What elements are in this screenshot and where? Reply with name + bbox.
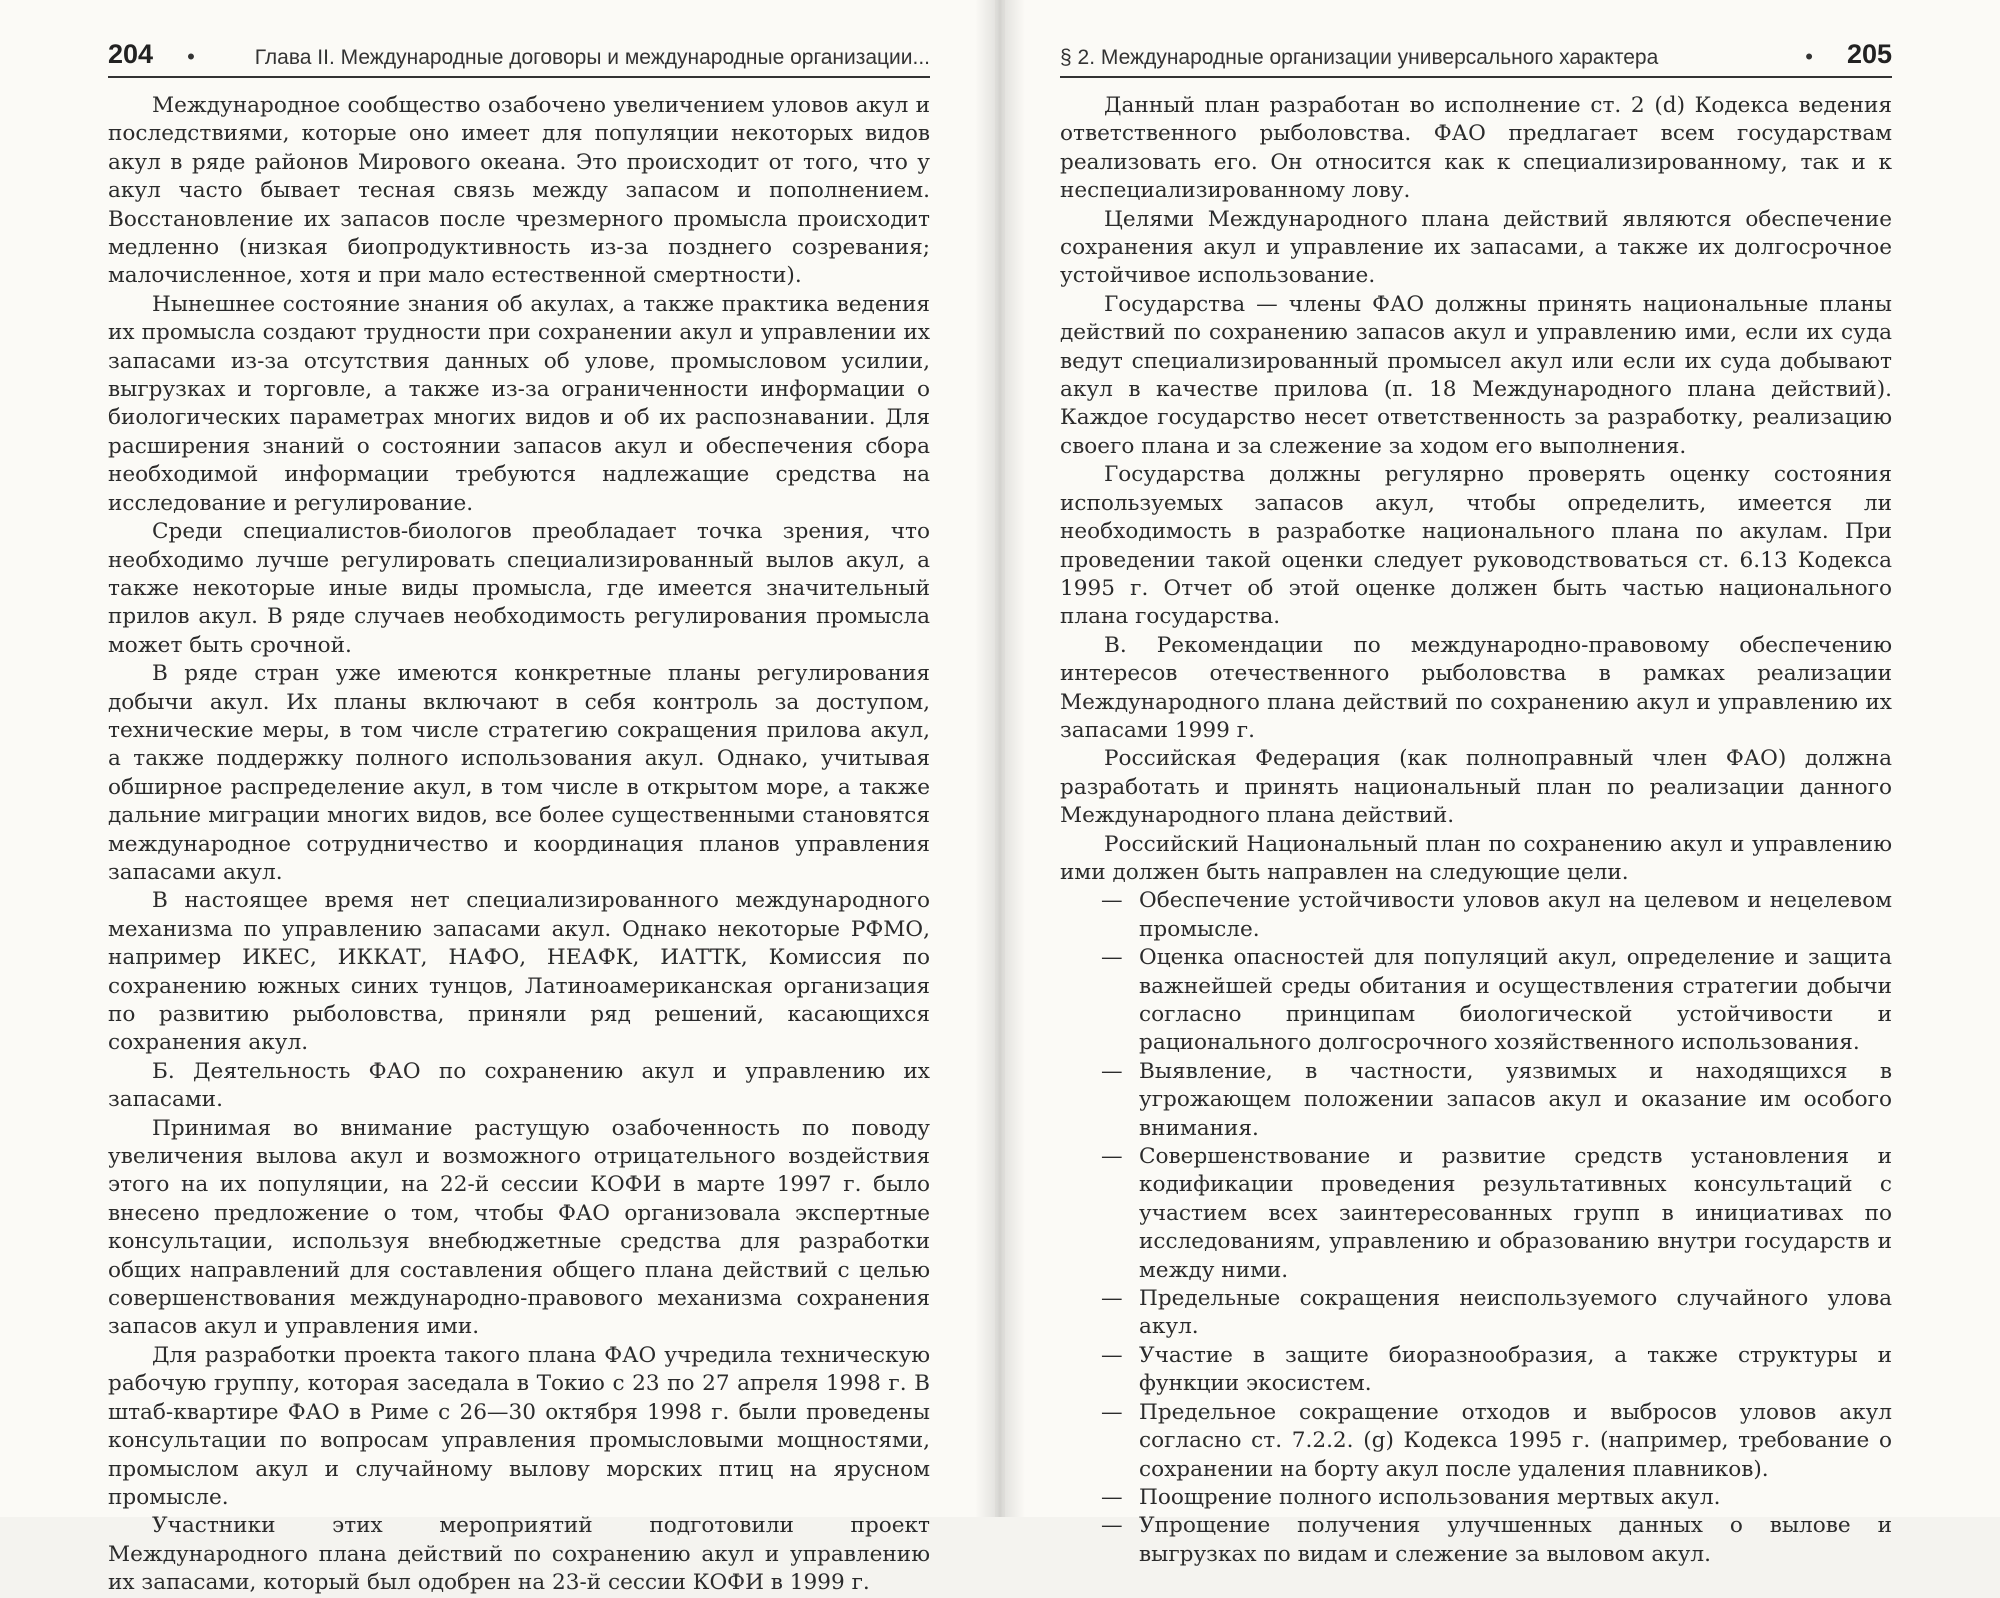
dash-marker: —: [1101, 1286, 1123, 1312]
paragraph: Данный план разработан во исполнение ст. 2 (d) Кодекса ведения ответственного рыболовства. ФАО предлагает всем государствам реализовать его. Он относится как к специализированному, так и к неспециализированному лову.: [1060, 93, 1892, 204]
paragraph: Для разработки проекта такого плана ФАО учредила техническую рабочую группу, которая заседала в Токио с 23 по 27 апреля 1998 г. В штаб-квартире ФАО в Риме с 26—30 октября 1998 г. были проведены консультации по вопросам управления промысловыми мощностями, промыслом акул и случайному вылову морских птиц на ярусном промысле.: [108, 1342, 930, 1510]
left-page-body: [108, 92, 930, 1598]
left-page: [0, 0, 995, 1596]
section-heading: Б. Деятельность ФАО по сохранению акул и управлению их запасами.: [108, 1058, 930, 1113]
left-page-header: [108, 38, 930, 78]
list-item-text: Совершенствование и развитие средств установления и кодификации проведения результативных консультаций с участием всех заинтересованных групп в инициативах по исследованиям, управлению и образованию внутри государств и между ними.: [1139, 1144, 1892, 1283]
paragraph: Среди специалистов-биологов преобладает точка зрения, что необходимо лучше регулировать специализированный вылов акул, а также некоторые иные виды промысла, где имеется значительный прилов акул. В ряде случаев необходимость регулирования промысла может быть срочной.: [108, 519, 930, 658]
dash-marker: —: [1101, 1513, 1123, 1539]
paragraph: Международное сообщество озабочено увеличением уловов акул и последствиями, которые оно имеет для популяции некоторых видов акул в ряде районов Мирового океана. Это происходит от того, что у акул часто бывает тесная связь между запасом и пополнением. Восстановление их запасов после чрезмерного промысла происходит медленно (низкая биопродуктивность из-за позднего созревания; малочисленное, хотя и при мало естественной смертности).: [108, 93, 930, 289]
list-item: [1060, 1285, 1892, 1342]
paragraph: Участники этих мероприятий подготовили проект Международного плана действий по сохранению акул и управлению их запасами, который был одобрен на 23-й сессии КОФИ в 1999 г.: [108, 1513, 930, 1596]
list-item-text: Выявление, в частности, уязвимых и находящихся в угрожающем положении запасов акул и оказание им особого внимания.: [1139, 1058, 1892, 1141]
header-bullet: •: [187, 44, 195, 69]
list-item-text: Обеспечение устойчивости уловов акул на целевом и нецелевом промысле.: [1139, 888, 1892, 942]
list-item: [1060, 1058, 1892, 1143]
paragraph: Государства должны регулярно проверять оценку состояния используемых запасов акул, чтобы определить, имеется ли необходимость в разработке национального плана по акулам. При проведении такой оценки следует руководствоваться ст. 6.13 Кодекса 1995 г. Отчет об этой оценке должен быть частью национального плана государства.: [1060, 462, 1892, 630]
list-item: [1060, 1512, 1892, 1569]
right-page-header: [1060, 38, 1892, 78]
list-item: [1060, 944, 1892, 1058]
page-number: 205: [1846, 39, 1892, 69]
list-item: [1060, 1143, 1892, 1285]
book-gutter-shadow: [975, 0, 1025, 1517]
list-item: [1060, 1484, 1892, 1512]
running-head: § 2. Международные организации универсального характера: [1060, 46, 1659, 69]
running-head: Глава II. Международные договоры и международные организации...: [254, 46, 930, 69]
paragraph: Нынешнее состояние знания об акулах, а также практика ведения их промысла создают трудности при сохранении акул и управлении их запасами из-за отсутствия данных об улове, промысловом усилии, выгрузках и торговле, а также из-за ограниченности информации о биологических параметрах многих видов и об их распознавании. Для расширения знаний о состоянии запасов акул и обеспечения сбора необходимой информации требуются надлежащие средства на исследование и регулирование.: [108, 291, 930, 516]
list-item-text: Предельные сокращения неиспользуемого случайного улова акул.: [1139, 1286, 1892, 1340]
paragraph: В ряде стран уже имеются конкретные планы регулирования добычи акул. Их планы включают в себя контроль за доступом, технические меры, в том числе стратегию сокращения прилова акул, а также поддержку полного использования акул. Однако, учитывая обширное распределение акул, в том числе в открытом море, а также дальние миграции многих видов, все более существенными становятся международное сотрудничество и координация планов управления запасами акул.: [108, 661, 930, 885]
list-item-text: Участие в защите биоразнообразия, а также структуры и функции экосистем.: [1139, 1342, 1892, 1397]
paragraph: Государства — члены ФАО должны принять национальные планы действий по сохранению запасов акул и управлению ими, если их суда ведут специализированный промысел акул или если их суда добывают акул в качестве прилова (п. 18 Международного плана действий). Каждое государство несет ответственность за разработку, реализацию своего плана и за слежение за ходом его выполнения.: [1060, 291, 1892, 459]
header-bullet: •: [1805, 44, 1813, 69]
dash-marker: —: [1101, 1399, 1123, 1425]
paragraph: Российская Федерация (как полноправный член ФАО) должна разработать и принять национальный план по реализации данного Международного плана действий.: [1060, 746, 1892, 829]
list-item-text: Поощрение полного использования мертвых акул.: [1139, 1484, 1721, 1510]
dash-marker: —: [1101, 1342, 1123, 1368]
page-number: 204: [108, 39, 154, 69]
list-item: [1060, 1342, 1892, 1399]
list-item: [1060, 887, 1892, 944]
goals-list: [1060, 887, 1892, 1569]
right-page: [1005, 0, 2000, 1567]
paragraph: В настоящее время нет специализированного международного механизма по управлению запасами акул. Однако некоторые РФМО, например ИКЕС, ИККАТ, НАФО, НЕАФК, ИАТТК, Комиссия по сохранению южных синих тунцов, Латиноамериканская организация по развитию рыболовства, приняли ряд решений, касающихся сохранения акул.: [108, 888, 930, 1056]
right-page-body: [1060, 92, 1892, 1569]
dash-marker: —: [1101, 1484, 1123, 1510]
dash-marker: —: [1101, 1144, 1123, 1170]
list-item-text: Упрощение получения улучшенных данных о вылове и выгрузках по видам и слежение за выловом акул.: [1139, 1513, 1892, 1567]
list-item-text: Оценка опасностей для популяций акул, определение и защита важнейшей среды обитания и осуществления стратегии добычи согласно принципам биологической устойчивости и рационального долгосрочного хозяйственного использования.: [1139, 945, 1892, 1056]
paragraph: Принимая во внимание растущую озабоченность по поводу увеличения вылова акул и возможного отрицательного воздействия этого на их популяции, на 22-й сессии КОФИ в марте 1997 г. было внесено предложение о том, чтобы ФАО организовала экспертные консультации, используя внебюджетные средства для разработки общих направлений для составления общего плана действий с целью совершенствования международно-правового механизма сохранения запасов акул и управления ими.: [108, 1115, 930, 1340]
paragraph: Российский Национальный план по сохранению акул и управлению ими должен быть направлен на следующие цели.: [1060, 831, 1892, 885]
list-item: [1060, 1399, 1892, 1484]
list-item-text: Предельное сокращение отходов и выбросов уловов акул согласно ст. 7.2.2. (g) Кодекса 1995 г. (например, требование о сохранении на борту акул после удаления плавников).: [1139, 1399, 1892, 1482]
section-heading: В. Рекомендации по международно-правовому обеспечению интересов отечественного рыболовства в рамках реализации Международного плана действий по сохранению акул и управлению их запасами 1999 г.: [1060, 632, 1892, 743]
dash-marker: —: [1101, 1058, 1123, 1084]
dash-marker: —: [1101, 888, 1123, 914]
dash-marker: —: [1101, 945, 1123, 971]
paragraph: Целями Международного плана действий являются обеспечение сохранения акул и управление их запасами, а также их долгосрочное устойчивое использование.: [1060, 206, 1892, 289]
